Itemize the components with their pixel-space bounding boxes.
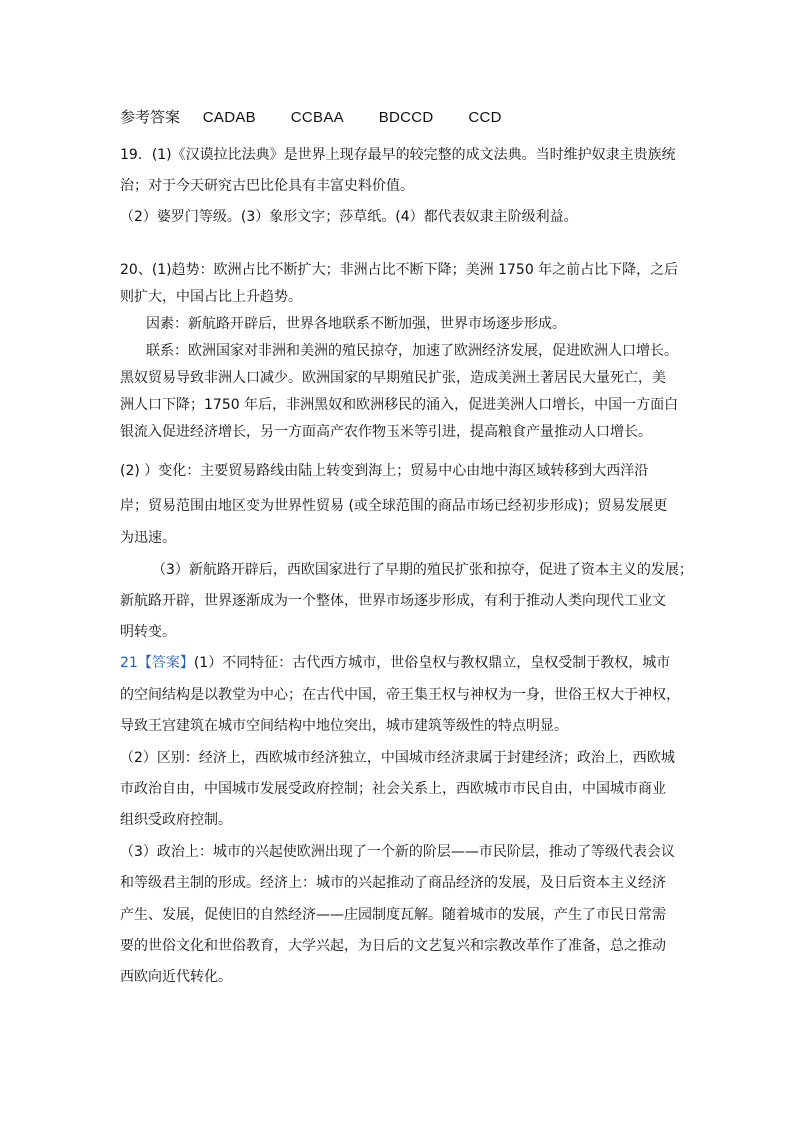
q20-line-3: 因素：新航路开辟后，世界各地联系不断加强，世界市场逐步形成。 bbox=[146, 316, 566, 332]
q20-line-11: （3）新航路开辟后，西欧国家进行了早期的殖民扩张和掠夺，促进了资本主义的发展； bbox=[152, 562, 693, 578]
q21-answer-tag: 21【答案】 bbox=[120, 655, 194, 671]
q19-line-1: 19．(1)《汉谟拉比法典》是世界上现存最早的较完整的成文法典。当时维护奴隶主贵族统 bbox=[120, 147, 676, 163]
q21-line-1-text: (1）不同特征：古代西方城市，世俗皇权与教权鼎立，皇权受制于教权，城市 bbox=[193, 655, 671, 671]
q21-line-2: 的空间结构是以教堂为中心；在古代中国，帝王集王权与神权为一身，世俗王权大于神权， bbox=[120, 687, 680, 703]
q21-line-1 bbox=[120, 654, 670, 672]
q21-line-8: 和等级君主制的形成。经济上：城市的兴起推动了商品经济的发展，及日后资本主义经济 bbox=[120, 875, 666, 891]
answer-group-4: CCD bbox=[468, 109, 502, 126]
answer-key-line bbox=[120, 108, 532, 127]
q20-line-1: 20、(1)趋势：欧洲占比不断扩大；非洲占比不断下降；美洲 1750 年之前占比下降，之后 bbox=[120, 262, 679, 278]
q20-line-7: 银流入促进经济增长，另一方面高产农作物玉米等引进，提高粮食产量推动人口增长。 bbox=[120, 424, 652, 440]
q20-line-8: (2) ）变化：主要贸易路线由陆上转变到海上；贸易中心由地中海区域转移到大西洋沿 bbox=[120, 463, 649, 479]
q21-line-3: 导致王宫建筑在城市空间结构中地位突出，城市建筑等级性的特点明显。 bbox=[120, 718, 568, 734]
q21-line-11: 西欧向近代转化。 bbox=[120, 969, 232, 985]
q21-line-5: 市政治自由，中国城市发展受政府控制；社会关系上，西欧城市市民自由，中国城市商业 bbox=[120, 781, 666, 797]
q19-line-3: （2）婆罗门等级。(3）象形文字；莎草纸。(4）都代表奴隶主阶级利益。 bbox=[120, 209, 578, 225]
answer-group-3: BDCCD bbox=[378, 109, 434, 126]
q21-line-6: 组织受政府控制。 bbox=[120, 812, 232, 828]
answer-key-label: 参考答案 bbox=[120, 108, 181, 126]
q20-line-13: 明转变。 bbox=[120, 624, 176, 640]
q21-line-10: 要的世俗文化和世俗教育，大学兴起，为日后的文艺复兴和宗教改革作了准备，总之推动 bbox=[120, 938, 666, 954]
answer-group-1: CADAB bbox=[202, 109, 256, 126]
q20-line-5: 黑奴贸易导致非洲人口减少。欧洲国家的早期殖民扩张，造成美洲土著居民大量死亡，美 bbox=[120, 370, 666, 386]
q20-line-10: 为迅速。 bbox=[120, 530, 176, 546]
q21-line-4: （2）区别：经济上，西欧城市经济独立，中国城市经济隶属于封建经济；政治上，西欧城 bbox=[120, 750, 675, 766]
q21-line-7: （3）政治上：城市的兴起使欧洲出现了一个新的阶层——市民阶层，推动了等级代表会议 bbox=[120, 844, 675, 860]
q20-line-6: 洲人口下降；1750 年后，非洲黑奴和欧洲移民的涌入，促进美洲人口增长，中国一方面白 bbox=[120, 397, 679, 413]
answer-group-2: CCBAA bbox=[290, 109, 344, 126]
q20-line-9: 岸；贸易范围由地区变为世界性贸易 (或全球范围的商品市场已经初步形成)；贸易发展更 bbox=[120, 498, 668, 514]
q20-line-12: 新航路开辟，世界逐渐成为一个整体，世界市场逐步形成，有利于推动人类向现代工业文 bbox=[120, 593, 666, 609]
q20-line-4: 联系：欧洲国家对非洲和美洲的殖民掠夺，加速了欧洲经济发展，促进欧洲人口增长。 bbox=[146, 343, 678, 359]
q19-line-2: 治；对于今天研究古巴比伦具有丰富史料价值。 bbox=[120, 178, 414, 194]
q21-line-9: 产生、发展，促使旧的自然经济——庄园制度瓦解。随着城市的发展，产生了市民日常需 bbox=[120, 907, 666, 923]
q20-line-2: 则扩大，中国占比上升趋势。 bbox=[120, 289, 302, 305]
